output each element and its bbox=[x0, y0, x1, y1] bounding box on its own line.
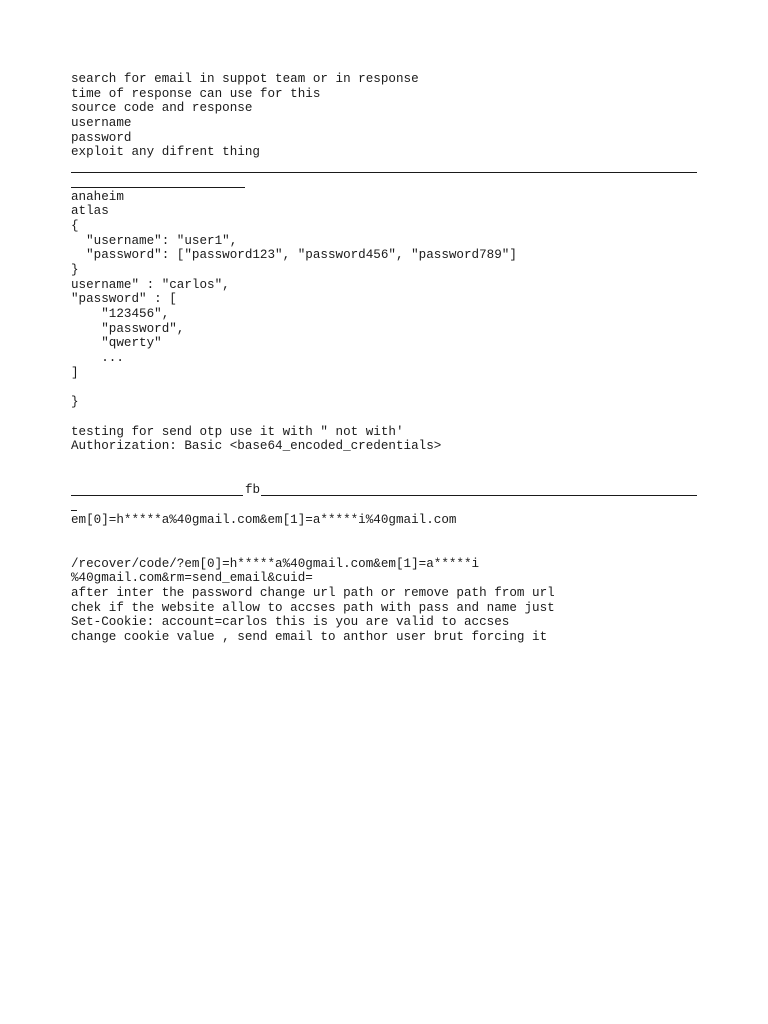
code-line: } bbox=[71, 395, 79, 410]
blank-line bbox=[71, 542, 697, 557]
horizontal-divider bbox=[71, 172, 697, 173]
text-line: %40gmail.com&rm=send_email&cuid= bbox=[71, 571, 313, 586]
horizontal-divider bbox=[71, 510, 77, 511]
text-line: chek if the website allow to accses path with pass and name just bbox=[71, 600, 555, 615]
separator-rule bbox=[71, 160, 697, 175]
text-line: exploit any difrent thing bbox=[71, 145, 260, 160]
fb-separator bbox=[71, 483, 697, 498]
code-line: "password": ["password123", "password456", "password789"] bbox=[71, 248, 517, 263]
code-line: "username": "user1", bbox=[71, 233, 238, 248]
separator-rule-partial bbox=[71, 175, 697, 190]
code-line: "123456", bbox=[71, 307, 170, 321]
notes-document bbox=[71, 72, 697, 645]
text-line: atlas bbox=[71, 204, 109, 219]
code-line: ... bbox=[71, 351, 124, 366]
text-line: time of response can use for this bbox=[71, 86, 321, 101]
text-line: change cookie value , send email to anthor user brut forcing it bbox=[71, 630, 548, 645]
separator-tail bbox=[71, 498, 697, 513]
text-line: Set-Cookie: account=carlos this is you are valid to accses bbox=[71, 615, 510, 630]
text-line: /recover/code/?em[0]=h*****a%40gmail.com&em[1]=a*****i bbox=[71, 556, 480, 571]
blank-line bbox=[71, 527, 697, 542]
blank-line bbox=[71, 410, 697, 425]
text-line: password bbox=[71, 130, 132, 145]
blank-line bbox=[71, 454, 697, 469]
code-line: "password" : [ bbox=[71, 292, 177, 307]
text-line: search for email in suppot team or in response bbox=[71, 72, 419, 86]
code-line: username" : "carlos", bbox=[71, 277, 230, 292]
text-line: Authorization: Basic <base64_encoded_credentials> bbox=[71, 439, 442, 454]
text-line: em[0]=h*****a%40gmail.com&em[1]=a*****i%40gmail.com bbox=[71, 512, 457, 527]
fb-label: fb bbox=[245, 483, 261, 498]
text-line: after inter the password change url path or remove path from url bbox=[71, 586, 555, 601]
blank-line bbox=[71, 469, 697, 484]
text-line: username bbox=[71, 116, 132, 131]
text-line: source code and response bbox=[71, 101, 253, 116]
horizontal-divider bbox=[261, 495, 697, 496]
code-line: { bbox=[71, 218, 79, 233]
horizontal-divider bbox=[71, 187, 245, 188]
code-line: } bbox=[71, 262, 79, 277]
code-line: "password", bbox=[71, 321, 185, 336]
code-line: "qwerty" bbox=[71, 336, 162, 351]
text-line: anaheim bbox=[71, 189, 124, 204]
text-line: testing for send otp use it with " not with' bbox=[71, 424, 404, 439]
blank-line bbox=[71, 380, 697, 395]
horizontal-divider bbox=[71, 495, 243, 496]
code-line: ] bbox=[71, 365, 79, 380]
